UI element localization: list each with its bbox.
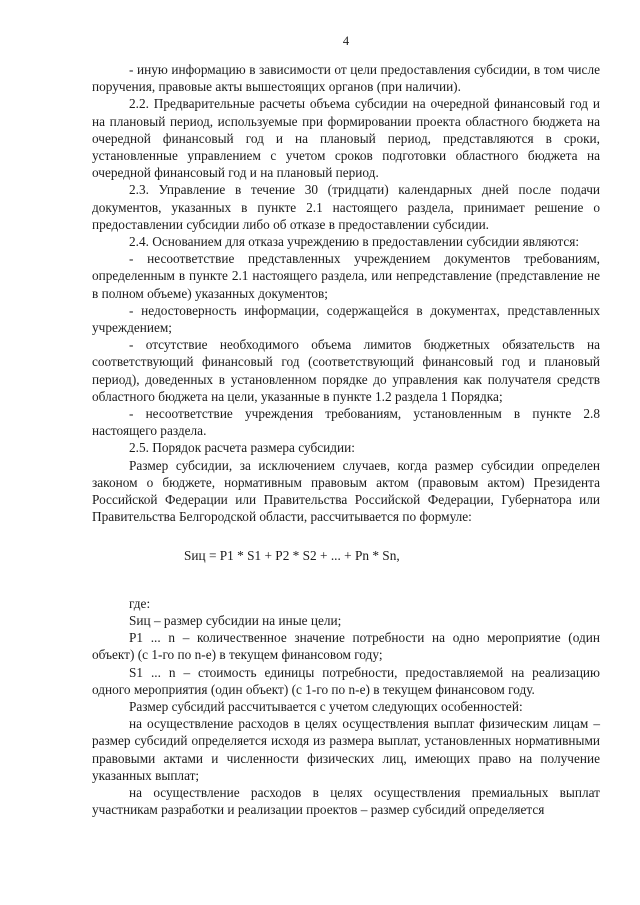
list-item-noncompliance-requirements: - несоответствие учреждения требованиям, установленным в пункте 2.8 настоящего раздела.: [92, 406, 600, 439]
paragraph-2-3: 2.3. Управление в течение 30 (тридцати) календарных дней после подачи документов, указанных в пункте 2.1 настоящего раздела, принимает решение о предоставлении субсидии либо об отказе в предоставлении субсидии.: [92, 182, 600, 232]
paragraph-premium-payments: на осуществление расходов в целях осуществления премиальных выплат участникам разработки и реализации проектов – размер субсидий определяется: [92, 784, 600, 818]
definition-s-ic: Sиц – размер субсидии на иные цели;: [129, 612, 342, 628]
paragraph-2-5: 2.5. Порядок расчета размера субсидии:: [129, 440, 355, 456]
paragraph-features: Размер субсидий рассчитывается с учетом следующих особенностей:: [129, 698, 523, 714]
paragraph-subsidy-size: Размер субсидии, за исключением случаев, когда размер субсидии определен законом о бюджете, нормативным правовым актом (правовым актом) Президента Российской Федерации или Правительства Российской Федерации, Губернатора или Правительства Белгородской области, рассчитывается по формуле:: [92, 457, 600, 525]
paragraph-payments-individuals: на осуществление расходов в целях осуществления выплат физическим лицам – размер субсидий определяется исходя из размера выплат, установленных нормативными правовыми актами и численности физических лиц, имеющих право на получение указанных выплат;: [92, 716, 600, 783]
list-item-missing-limits: - отсутствие необходимого объема лимитов бюджетных обязательств на соответствующий финансовый год (соответствующий финансовый год и плановый период), доведенных в установленном порядке до управления как получателя средств областного бюджета на цели, указанные в пункте 1.2 раздела 1 Порядка;: [92, 337, 600, 404]
paragraph-2-4: 2.4. Основанием для отказа учреждению в предоставлении субсидии являются:: [129, 234, 580, 250]
definition-p: P1 ... n – количественное значение потребности на одно мероприятие (один объект) (с 1-го по n-е) в текущем финансовом году;: [92, 630, 600, 663]
page-number: 4: [342, 34, 350, 48]
formula: Sиц = P1 * S1 + P2 * S2 + ... + Pn * Sn,: [184, 548, 400, 564]
document-page: [92, 34, 600, 818]
paragraph-2-2: 2.2. Предварительные расчеты объема субсидии на очередной финансовый год и на плановый период, используемые при формировании проекта областного бюджета на очередной финансовый год и на плановый период, представляются в сроки, установленные управлением с учетом сроков подготовки областного бюджета на очередной финансовый год и на плановый период.: [92, 96, 600, 181]
list-item-noncompliance-documents: - несоответствие представленных учреждением документов требованиям, определенным в пункте 2.1 настоящего раздела, или непредставление (представление не в полном объеме) указанных документов;: [92, 251, 600, 301]
paragraph-other-info: - иную информацию в зависимости от цели предоставления субсидии, в том числе поручения, правовые акты вышестоящих органов (при наличии).: [92, 62, 600, 95]
definition-s: S1 ... n – стоимость единицы потребности, предоставляемой на реализацию одного мероприятия (один объект) (с 1-го по n-е) в текущем финансовом году.: [92, 664, 600, 697]
list-item-unreliable-information: - недостоверность информации, содержащейся в документах, представленных учреждением;: [92, 302, 600, 336]
paragraph-where: где:: [129, 595, 151, 611]
